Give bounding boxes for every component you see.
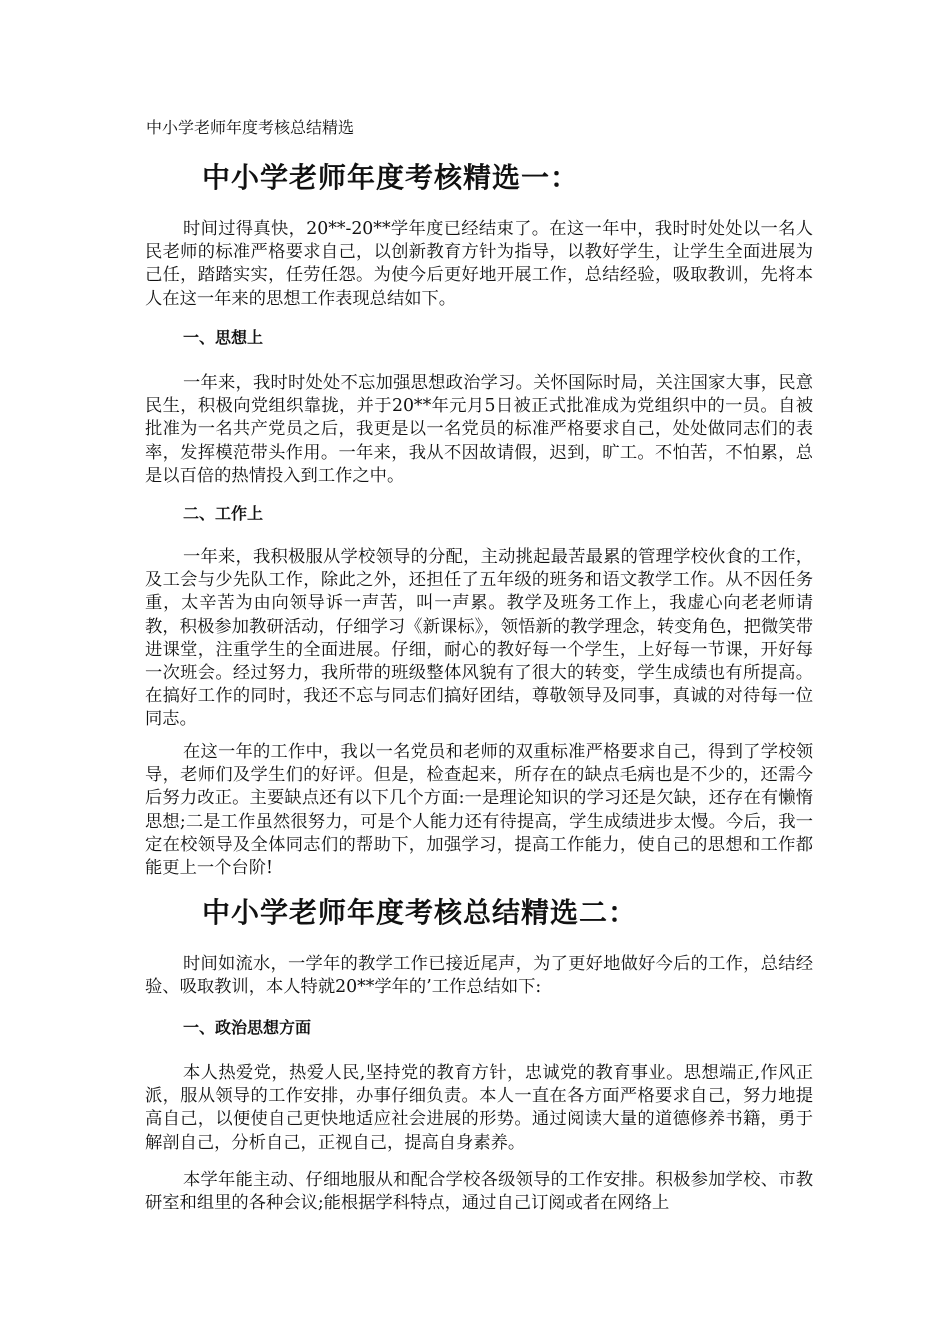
section2-subheading-politics: 一、政治思想方面 bbox=[183, 1018, 312, 1037]
section1-intro-paragraph: 时间过得真快，20**-20**学年度已经结束了。在这一年中，我时时处处以一名人民老师的标准严格要求自己，以创新教育方针为指导，以教好学生，让学生全面进展为己任，踏踏实实，任劳任怨。为使今后更好地开展工作，总结经验，吸取教训，先将本人在这一年来的思想工作表现总结如下。 bbox=[145, 219, 813, 309]
section2-heading: 中小学老师年度考核总结精选二： bbox=[202, 896, 638, 929]
section2-intro-paragraph: 时间如流水，一学年的教学工作已接近尾声，为了更好地做好今后的工作，总结经验、吸取教训，本人特就20**学年的’工作总结如下: bbox=[145, 954, 813, 998]
section1-closing-paragraph: 在这一年的工作中，我以一名党员和老师的双重标准严格要求自己，得到了学校领导，老师们及学生们的好评。但是，检查起来，所存在的缺点毛病也是不少的，还需今后努力改正。主要缺点还有以下几个方面:一是理论知识的学习还是欠缺，还存在有懒惰思想;二是工作虽然很努力，可是个人能力还有待提高，学生成绩进步太慢。今后，我一定在校领导及全体同志们的帮助下，加强学习，提高工作能力，使自己的思想和工作都能更上一个台阶! bbox=[145, 742, 813, 879]
section2-politics-paragraph: 本人热爱党，热爱人民,坚持党的教育方针，忠诚党的教育事业。思想端正,作风正派，服从领导的工作安排，办事仔细负责。本人一直在各方面严格要求自己，努力地提高自己，以便使自己更快地适应社会进展的形势。通过阅读大量的道德修养书籍，勇于解剖自己，分析自己，正视自己，提高自身素养。 bbox=[145, 1063, 813, 1153]
section1-work-paragraph: 一年来，我积极服从学校领导的分配，主动挑起最苦最累的管理学校伙食的工作，及工会与少先队工作，除此之外，还担任了五年级的班务和语文教学工作。从不因任务重，太辛苦为由向领导诉一声苦，叫一声累。教学及班务工作上，我虚心向老老师请教，积极参加教研活动，仔细学习《新课标》，领悟新的教学理念，转变角色，把微笑带进课堂，注重学生的全面进展。仔细，耐心的教好每一个学生，上好每一节课，开好每一次班会。经过努力，我所带的班级整体风貌有了很大的转变，学生成绩也有所提高。在搞好工作的同时，我还不忘与同志们搞好团结，尊敬领导及同事，真诚的对待每一位同志。 bbox=[145, 547, 813, 730]
section1-heading: 中小学老师年度考核精选一： bbox=[202, 161, 580, 194]
section1-thought-paragraph: 一年来，我时时处处不忘加强思想政治学习。关怀国际时局，关注国家大事，民意民生，积极向党组织靠拢，并于20**年元月5日被正式批准成为党组织中的一员。自被批准为一名共产党员之后，我更是以一名党员的标准严格要求自己，处处做同志们的表率，发挥模范带头作用。一年来，我从不因故请假，迟到，旷工。不怕苦，不怕累，总是以百倍的热情投入到工作之中。 bbox=[145, 373, 813, 486]
section2-work-paragraph: 本学年能主动、仔细地服从和配合学校各级领导的工作安排。积极参加学校、市教研室和组里的各种会议;能根据学科特点，通过自己订阅或者在网络上 bbox=[145, 1170, 813, 1214]
section1-subheading-thought: 一、思想上 bbox=[183, 328, 264, 347]
document-title: 中小学老师年度考核总结精选 bbox=[146, 118, 355, 137]
section1-subheading-work: 二、工作上 bbox=[183, 504, 264, 523]
